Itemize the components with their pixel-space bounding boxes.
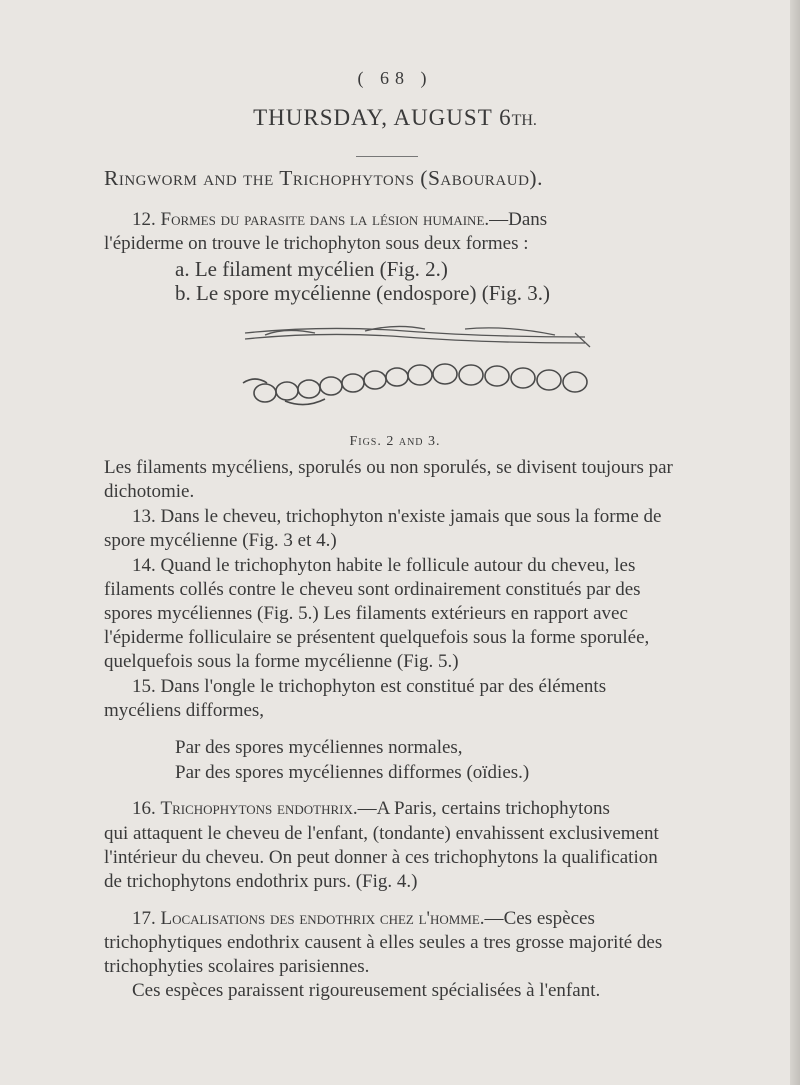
para-line: de trichophytons endothrix purs. (Fig. 4.) bbox=[104, 871, 418, 892]
para-line: l'intérieur du cheveu. On peut donner à ces trichophytons la qualification bbox=[104, 847, 658, 868]
para-line: l'épiderme folliculaire se présentent quelquefois sous la forme sporulée, bbox=[104, 627, 650, 648]
para-line: mycéliens difformes, bbox=[104, 700, 265, 721]
list-item-b: b. Le spore mycélienne (endospore) (Fig. 3.) bbox=[175, 281, 550, 305]
para-line: qui attaquent le cheveu de l'enfant, (tondante) envahissent exclusivement bbox=[104, 823, 659, 844]
para-line: filaments collés contre le cheveu sont ordinairement constitués par des bbox=[104, 579, 641, 600]
para-line: l'épiderme on trouve le trichophyton sous deux formes : bbox=[104, 233, 529, 254]
para-line: quelquefois sous la forme mycélienne (Fig. 5.) bbox=[104, 651, 459, 672]
para-line: 14. Quand le trichophyton habite le follicule autour du cheveu, les bbox=[132, 555, 636, 576]
para-line: spore mycélienne (Fig. 3 et 4.) bbox=[104, 530, 337, 551]
chapter-heading bbox=[0, 106, 790, 133]
para-line: spores mycéliennes (Fig. 5.) Les filaments extérieurs en rapport avec bbox=[104, 603, 628, 624]
list-item: Par des spores mycéliennes normales, bbox=[175, 737, 463, 758]
page-edge bbox=[790, 0, 800, 1085]
heading-suffix: TH. bbox=[511, 112, 537, 129]
para-line: 12. Formes du parasite dans la lésion humaine.—Dans bbox=[132, 209, 548, 230]
para-line: Ces espèces paraissent rigoureusement spécialisées à l'enfant. bbox=[132, 980, 601, 1001]
para-line: 16. Trichophytons endothrix.—A Paris, certains trichophytons bbox=[132, 798, 610, 819]
list-item-a: a. Le filament mycélien (Fig. 2.) bbox=[175, 257, 448, 281]
mycelium-figure bbox=[225, 323, 600, 418]
section-title: Ringworm and the Trichophytons (Sabouraud). bbox=[104, 166, 543, 190]
para-line: dichotomie. bbox=[104, 481, 195, 502]
para-line: 13. Dans le cheveu, trichophyton n'existe jamais que sous la forme de bbox=[132, 506, 662, 527]
para-line: 15. Dans l'ongle le trichophyton est constitué par des éléments bbox=[132, 676, 607, 697]
para-line: trichophyties scolaires parisiennes. bbox=[104, 956, 370, 977]
page-number: ( 68 ) bbox=[357, 68, 433, 88]
para-line: Les filaments mycéliens, sporulés ou non sporulés, se divisent toujours par bbox=[104, 457, 673, 478]
figure-caption: Figs. 2 and 3. bbox=[349, 434, 441, 449]
para-line: trichophytiques endothrix causent à elles seules a tres grosse majorité des bbox=[104, 932, 663, 953]
para-line: 17. Localisations des endothrix chez l'homme.—Ces espèces bbox=[132, 908, 595, 929]
mycelium-filament-drawing-icon bbox=[225, 323, 600, 418]
divider bbox=[356, 156, 418, 157]
heading-day: THURSDAY, AUGUST 6 bbox=[253, 105, 512, 130]
list-item: Par des spores mycéliennes difformes (oïdies.) bbox=[175, 762, 530, 783]
